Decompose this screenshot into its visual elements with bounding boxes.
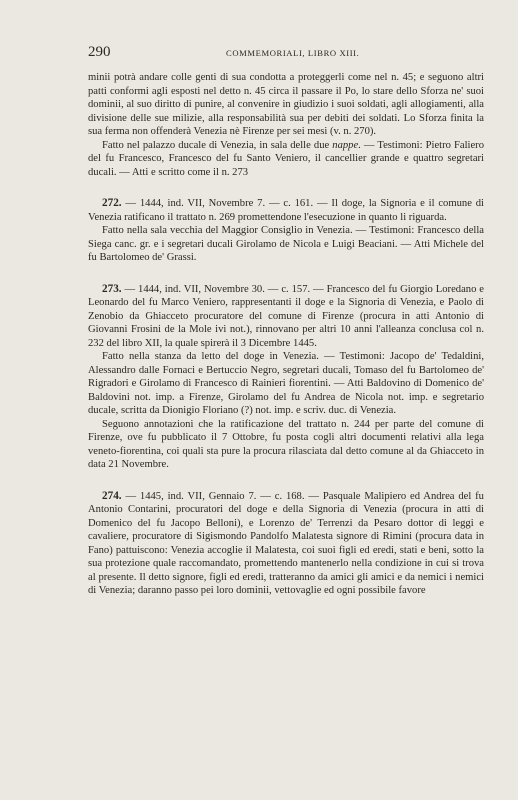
witness-text-a: Fatto nel palazzo ducale di Venezia, in sala delle due — [102, 139, 333, 151]
witness-text-b: . — Testimoni: Pietro Faliero del fu Francesco, Francesco del fu Santo Veniero, il cancellier grande e quattro segretari ducali. — Atti e scritto come il n. 273 — [88, 139, 484, 178]
entry-heading: — 1445, ind. VII, Gennaio 7. — c. 168. — — [121, 490, 323, 502]
entry-number: 272. — [102, 197, 122, 209]
entry-heading: — 1444, ind. VII, Novembre 30. — c. 157. — — [121, 283, 327, 295]
entry-paragraph — [88, 197, 484, 224]
running-title: COMMEMORIALI, LIBRO XIII. — [226, 48, 360, 58]
entry-273 — [88, 283, 484, 472]
continuation-witnesses — [88, 139, 484, 180]
entry-body: Francesco del fu Giorgio Loredano e Leonardo del fu Marco Veniero, rappresentanti il doge e la Signoria di Venezia, e Paolo di Zenobio da Ghiacceto procuratore del comune di Firenze (procura in atti Antonio di Giovanni Frosini de la Mole ivi not.), rinnovano per altri 10 anni l'alleanza conclusa col n. 232 del libro XII, la quale spirerà il 3 Dicembre 1445. — [88, 283, 484, 349]
entry-272 — [88, 197, 484, 265]
entry-paragraph — [88, 283, 484, 351]
entry-body: Il doge, la Signoria e il comune di Venezia ratificano il trattato n. 269 promettendone l'esecuzione in quanto li riguarda. — [88, 198, 484, 223]
entry-274 — [88, 490, 484, 598]
entry-note: Fatto nella stanza da letto del doge in Venezia. — Testimoni: Jacopo de' Tedaldini, Alessandro dalle Fornaci e Bertuccio Negro, segretari ducali, Tomaso del fu Bartolomeo de' Rigradori e Girolamo di Francesco di Rainieri fiorentini. — Atti Baldovino di Domenico de' Baldovini not. imp. a Firenze, Girolamo del fu Andrea de Nicola not. imp. e segretario ducale, scritta da Dionigio Floriano (?) not. imp. e scriv. duc. di Venezia. — [88, 351, 484, 416]
entry-note-2: Seguono annotazioni che la ratificazione del trattato n. 244 per parte del comune di Firenze, ove fu pubblicato il 7 Ottobre, fu posta cogli altri documenti relativi alla lega veneto-fiorentina, coi quali sta pure la procura rilasciata dal detto comune al da Ghiacceto in data 21 Novembre. — [88, 418, 484, 470]
entry-paragraph — [88, 490, 484, 598]
page-header — [88, 44, 484, 61]
entry-note: Fatto nella sala vecchia del Maggior Consiglio in Venezia. — Testimoni: Francesco della Siega canc. gr. e i segretari ducali Girolamo de Nicola e Luigi Beaciani. — Atti Michele del fu Bartolomeo de' Grassi. — [88, 225, 484, 263]
page-number: 290 — [88, 44, 111, 60]
witness-italic: nappe — [332, 139, 359, 151]
entry-body: Pasquale Malipiero ed Andrea del fu Antonio Contarini, procuratori del doge e della Signoria di Venezia (procura in atti di Domenico del fu Jacopo Belloni), e Lorenzo de' Terrenzi da Pesaro dottor di leggi e cavaliere, procuratore di Sigismondo Pandolfo Malatesta signore di Rimini (procura data in Fano) pattuiscono: Venezia accoglie il Malatesta, coi suoi figli ed eredi, stati e beni, sotto la sua protezione quale raccomandato, promettendo mantenerlo nella condizione in cui si trova al presente. Il detto signore, figli ed eredi, tratteranno da amici gli amici e da nemici i nemici di Venezia; daranno passo pei loro dominii, vettovaglie ed ogni possibile favore — [88, 490, 484, 596]
continuation-paragraph: minii potrà andare colle genti di sua condotta a proteggerli come nel n. 45; e seguono altri patti conformi agli esposti nel detto n. 45 circa il passare il Po, lo stare dello Sforza ne' suoi dominii, al suo diritto di punire, al convenire in giudizio i suoi soldati, agli allogiamenti, alla divisione delle sue milizie, alla responsabilità sua per debiti dei soldati. Lo Sforza finita la sua ferma non offenderà Venezia nè Firenze per sei mesi (v. n. 270). — [88, 72, 484, 137]
entry-number: 273. — [102, 282, 122, 295]
entry-heading: — 1444, ind. VII, Novembre 7. — c. 161. — — [121, 198, 332, 209]
entry-number: 274. — [102, 489, 122, 502]
